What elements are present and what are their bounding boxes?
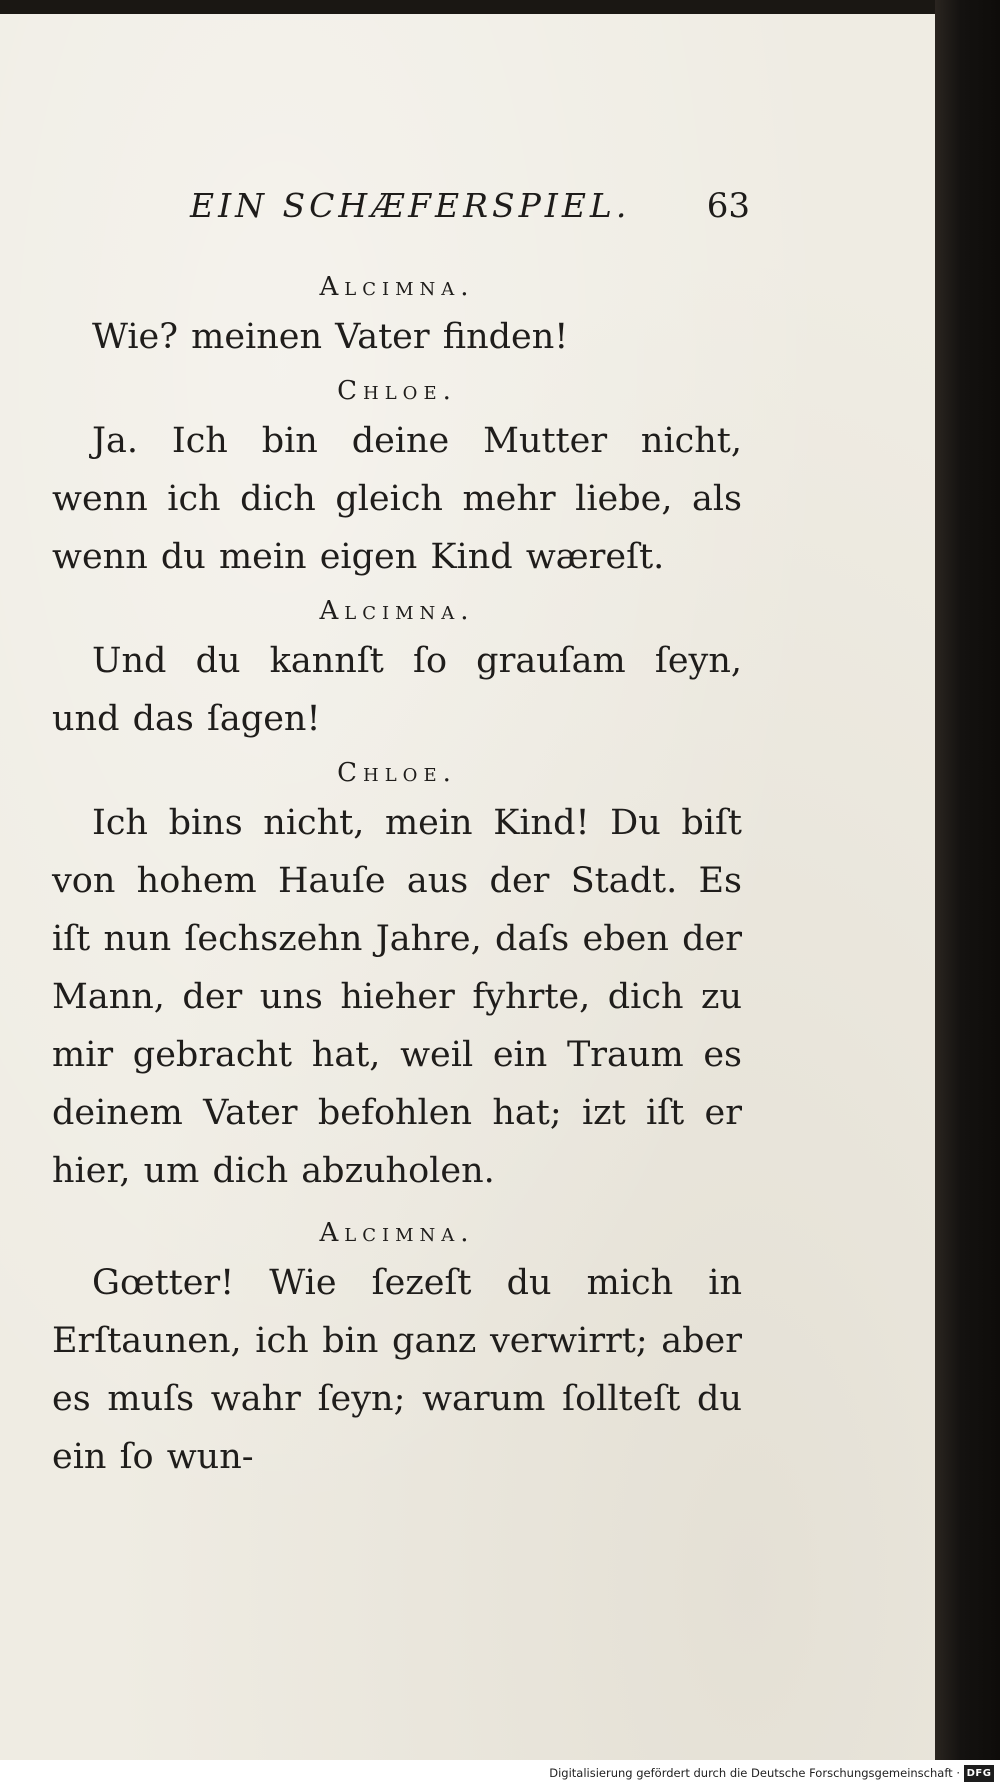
- speech-text: Und du kannſt ſo grauſam ſeyn, und das ſagen!: [52, 641, 742, 739]
- speech-text: Ja. Ich bin deine Mutter nicht, wenn ich dich gleich mehr liebe, als wenn du mein eigen Kind wæreſt.: [52, 421, 742, 577]
- speaker-name: Chloe.: [337, 758, 457, 788]
- speech-text: Ich bins nicht, mein Kind! Du biſt von hohem Hauſe aus der Stadt. Es iſt nun ſechszehn Jahre, daſs eben der Mann, der uns hieher fyhrte, dich zu mir gebracht hat, weil ein Traum es deinem Vater befohlen hat; izt iſt er hier, um dich abzuholen.: [52, 803, 742, 1191]
- funding-credit: Digitalisierung gefördert durch die Deutsche Forschungsgemeinschaft ·: [549, 1766, 960, 1780]
- speaker-name: Chloe.: [337, 376, 457, 406]
- play-text: [52, 266, 742, 1486]
- book-page: [0, 14, 935, 1760]
- dfg-logo: DFG: [964, 1765, 994, 1782]
- speaker-name: Alcimna.: [319, 1218, 475, 1248]
- running-title: EIN SCHÆFERSPIEL.: [190, 186, 631, 225]
- speech-text: Gœtter! Wie ſezeſt du mich in Erſtaunen, ich bin ganz verwirrt; aber es muſs wahr ſeyn; warum ſollteſt du ein ſo wun-: [52, 1263, 742, 1477]
- scan-border-top: [0, 0, 1000, 14]
- speech-text: Wie? meinen Vater finden!: [92, 317, 569, 357]
- speaker-name: Alcimna.: [319, 272, 475, 302]
- scan-border-right: [935, 0, 1000, 1790]
- running-head: [190, 180, 750, 230]
- page-number: 63: [706, 186, 750, 226]
- speaker-name: Alcimna.: [319, 596, 475, 626]
- digitization-footer: [0, 1760, 1000, 1790]
